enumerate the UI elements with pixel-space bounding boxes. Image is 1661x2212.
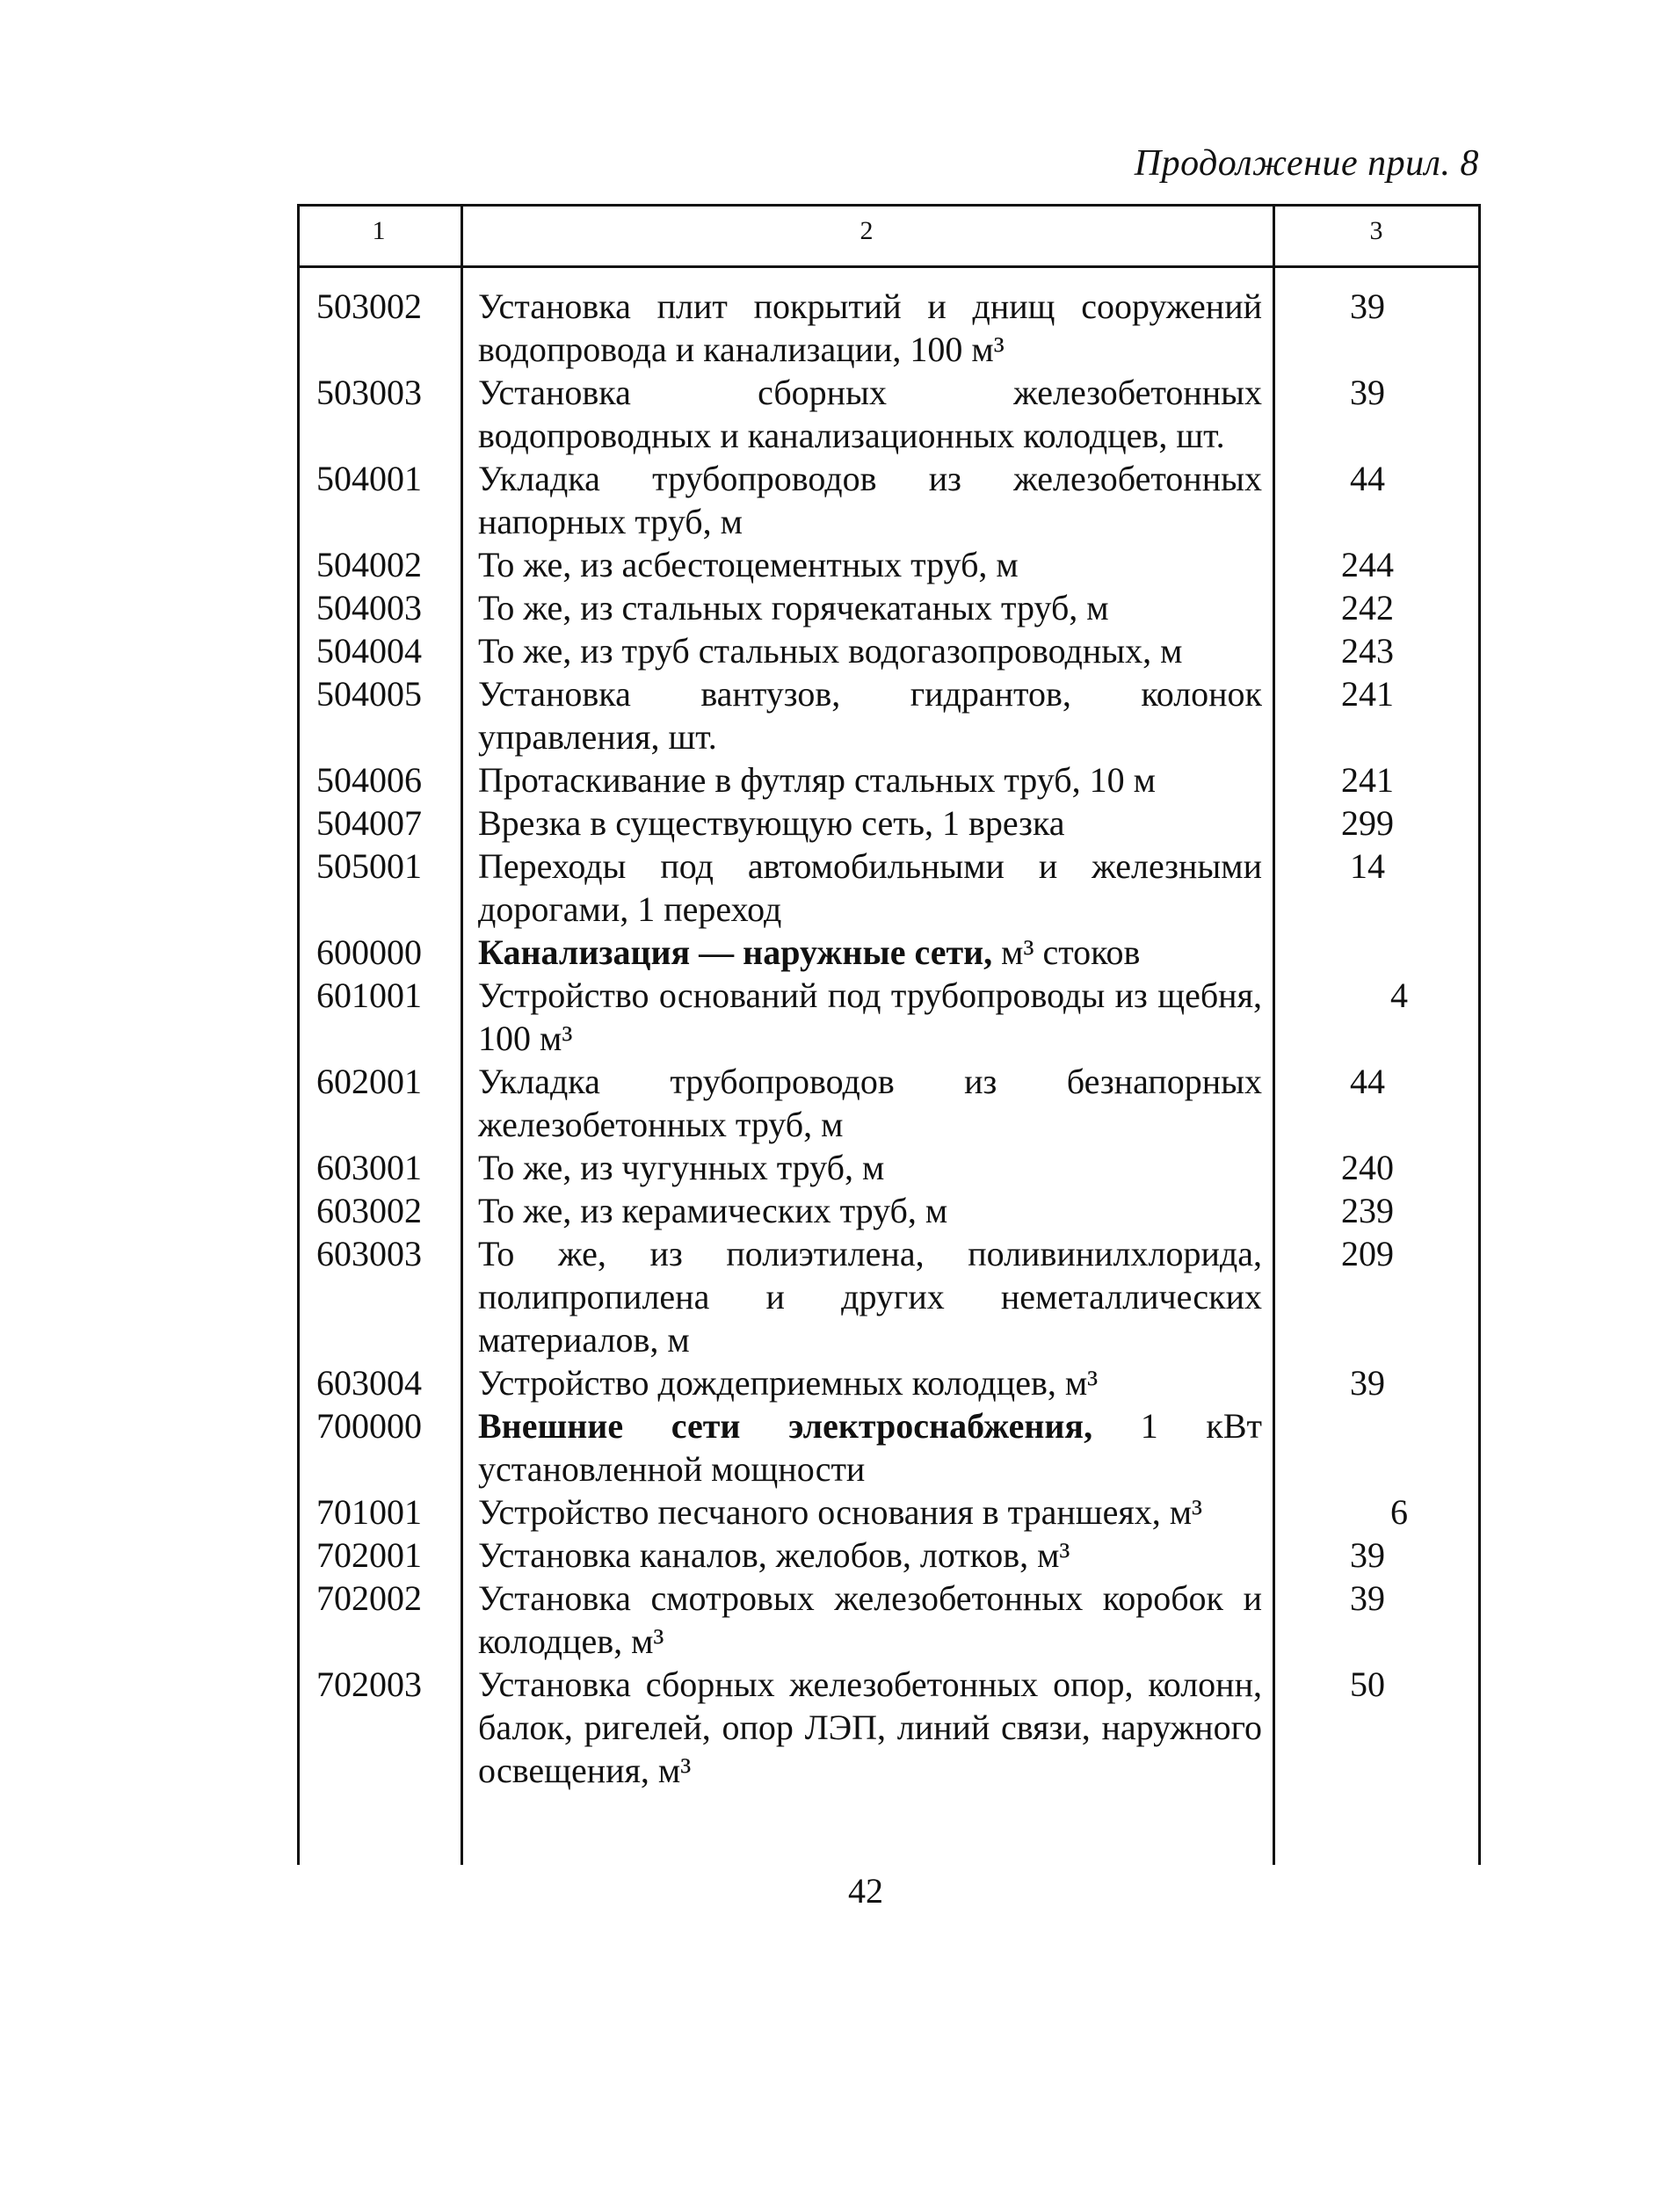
- table-row: [297, 1146, 1480, 1189]
- page-number: 42: [848, 1871, 883, 1911]
- row-name-text: Установка смотровых железобетонных коробок и колодцев, м³: [478, 1578, 1262, 1661]
- row-name-text: Устройство оснований под трубопроводы из щебня, 100 м³: [478, 975, 1262, 1058]
- row-name-text: Врезка в существующую сеть, 1 врезка: [478, 803, 1065, 843]
- row-code: 505001: [316, 846, 422, 886]
- row-name-text: То же, из стальных горячекатаных труб, м: [478, 588, 1109, 627]
- column-header-3: 3: [1369, 216, 1383, 245]
- row-name-text: Устройство песчаного основания в траншеях, м³: [478, 1492, 1203, 1532]
- column-header-1: 1: [372, 216, 386, 245]
- table-row: [297, 1361, 1480, 1404]
- row-code: 702002: [316, 1578, 422, 1618]
- row-name: [461, 1189, 1273, 1232]
- row-value: 39: [1350, 1578, 1385, 1618]
- row-code: 603004: [316, 1363, 422, 1403]
- row-name: [461, 1232, 1273, 1361]
- row-name-bold: Внешние сети электроснабжения,: [478, 1406, 1093, 1446]
- table-row: [297, 758, 1480, 801]
- row-code: 700000: [316, 1406, 422, 1446]
- row-name-text: То же, из керамических труб, м: [478, 1191, 948, 1230]
- row-value: [1273, 931, 1480, 974]
- row-name-text: Установка каналов, желобов, лотков, м³: [478, 1535, 1070, 1575]
- data-table: [297, 204, 1480, 1865]
- row-code: 603002: [316, 1191, 422, 1230]
- row-code: 601001: [316, 975, 422, 1015]
- row-name-text: Установка плит покрытий и днищ сооружений водопровода и канализации, 100 м³: [478, 286, 1262, 369]
- table-row: [297, 1577, 1480, 1663]
- table-row: [297, 1232, 1480, 1361]
- row-value: 14: [1350, 846, 1385, 886]
- row-name-text: Установка сборных железобетонных водопроводных и канализационных колодцев, шт.: [478, 373, 1262, 455]
- table-body: [297, 285, 1480, 1792]
- row-name-text: То же, из асбестоцементных труб, м: [478, 545, 1019, 584]
- row-code: 504006: [316, 760, 422, 800]
- row-name-text: м³ стоков: [992, 932, 1141, 972]
- row-name-text: Установка сборных железобетонных опор, колонн, балок, ригелей, опор ЛЭП, линий связи, наружного освещения, м³: [478, 1664, 1262, 1790]
- row-name: [461, 1404, 1273, 1490]
- row-code: 702003: [316, 1664, 422, 1704]
- row-value: 6: [1390, 1492, 1408, 1532]
- row-value: 243: [1341, 631, 1394, 671]
- row-value: 239: [1341, 1191, 1394, 1230]
- row-name-text: Переходы под автомобильными и железными дорогами, 1 переход: [478, 846, 1262, 929]
- column-header-2: 2: [860, 216, 874, 245]
- table-row: [297, 1663, 1480, 1792]
- row-name-text: Устройство дождеприемных колодцев, м³: [478, 1363, 1099, 1403]
- table-top-rule: [297, 204, 1480, 207]
- row-code: 602001: [316, 1062, 422, 1101]
- row-name: [461, 1060, 1273, 1146]
- row-name: [461, 1361, 1273, 1404]
- table-row: [297, 931, 1480, 974]
- row-name: [461, 758, 1273, 801]
- row-value: 39: [1350, 1363, 1385, 1403]
- row-name: [461, 974, 1273, 1060]
- row-name-bold: Канализация — наружные сети,: [478, 932, 993, 972]
- table-row: [297, 974, 1480, 1060]
- row-value: [1273, 1404, 1480, 1490]
- row-value: 209: [1341, 1234, 1394, 1273]
- row-code: 603003: [316, 1234, 422, 1273]
- row-value: 242: [1341, 588, 1394, 627]
- row-name: [461, 629, 1273, 672]
- row-code: 600000: [316, 932, 422, 972]
- row-value: 39: [1350, 1535, 1385, 1575]
- row-name: [461, 371, 1273, 457]
- row-value: 299: [1341, 803, 1394, 843]
- row-code: 504005: [316, 674, 422, 714]
- row-name-text: 1 кВт установленной мощности: [478, 1406, 1262, 1489]
- row-name: [461, 931, 1273, 974]
- table-row: [297, 1534, 1480, 1577]
- row-value: 44: [1350, 459, 1385, 498]
- row-name: [461, 1490, 1273, 1534]
- table-row: [297, 1404, 1480, 1490]
- table-header-rule: [297, 265, 1480, 268]
- row-name-text: То же, из полиэтилена, поливинилхлорида, полипропилена и других неметаллических материалов, м: [478, 1234, 1262, 1360]
- table-row: [297, 1490, 1480, 1534]
- table-row: [297, 285, 1480, 371]
- row-value: 39: [1350, 373, 1385, 412]
- row-value: 4: [1390, 975, 1408, 1015]
- page-header: Продолжение прил. 8: [1134, 143, 1479, 184]
- row-name-text: Установка вантузов, гидрантов, колонок управления, шт.: [478, 674, 1262, 757]
- row-name: [461, 1663, 1273, 1792]
- row-name-text: Укладка трубопроводов из безнапорных железобетонных труб, м: [478, 1062, 1262, 1144]
- row-value: 244: [1341, 545, 1394, 584]
- row-code: 504007: [316, 803, 422, 843]
- row-name: [461, 543, 1273, 586]
- table-row: [297, 629, 1480, 672]
- table-row: [297, 845, 1480, 931]
- row-value: 44: [1350, 1062, 1385, 1101]
- row-name: [461, 672, 1273, 758]
- row-code: 702001: [316, 1535, 422, 1575]
- row-code: 603001: [316, 1148, 422, 1187]
- table-row: [297, 543, 1480, 586]
- row-value: 240: [1341, 1148, 1394, 1187]
- row-name-text: Протаскивание в футляр стальных труб, 10 м: [478, 760, 1156, 800]
- row-name: [461, 801, 1273, 845]
- row-name: [461, 1577, 1273, 1663]
- table-row: [297, 801, 1480, 845]
- row-value: 241: [1341, 674, 1394, 714]
- row-name: [461, 285, 1273, 371]
- row-value: 241: [1341, 760, 1394, 800]
- row-name: [461, 457, 1273, 543]
- row-value: 39: [1350, 286, 1385, 326]
- row-name: [461, 1146, 1273, 1189]
- row-name: [461, 1534, 1273, 1577]
- row-code: 503003: [316, 373, 422, 412]
- row-code: 504003: [316, 588, 422, 627]
- row-code: 503002: [316, 286, 422, 326]
- table-row: [297, 1189, 1480, 1232]
- row-code: 504001: [316, 459, 422, 498]
- row-code: 504002: [316, 545, 422, 584]
- row-name: [461, 845, 1273, 931]
- row-code: 701001: [316, 1492, 422, 1532]
- table-row: [297, 457, 1480, 543]
- row-name-text: То же, из чугунных труб, м: [478, 1148, 885, 1187]
- table-row: [297, 672, 1480, 758]
- row-name: [461, 586, 1273, 629]
- table-row: [297, 586, 1480, 629]
- row-name-text: То же, из труб стальных водогазопроводных, м: [478, 631, 1183, 671]
- table-row: [297, 1060, 1480, 1146]
- row-code: 504004: [316, 631, 422, 671]
- table-row: [297, 371, 1480, 457]
- row-value: 50: [1350, 1664, 1385, 1704]
- row-name-text: Укладка трубопроводов из железобетонных напорных труб, м: [478, 459, 1262, 541]
